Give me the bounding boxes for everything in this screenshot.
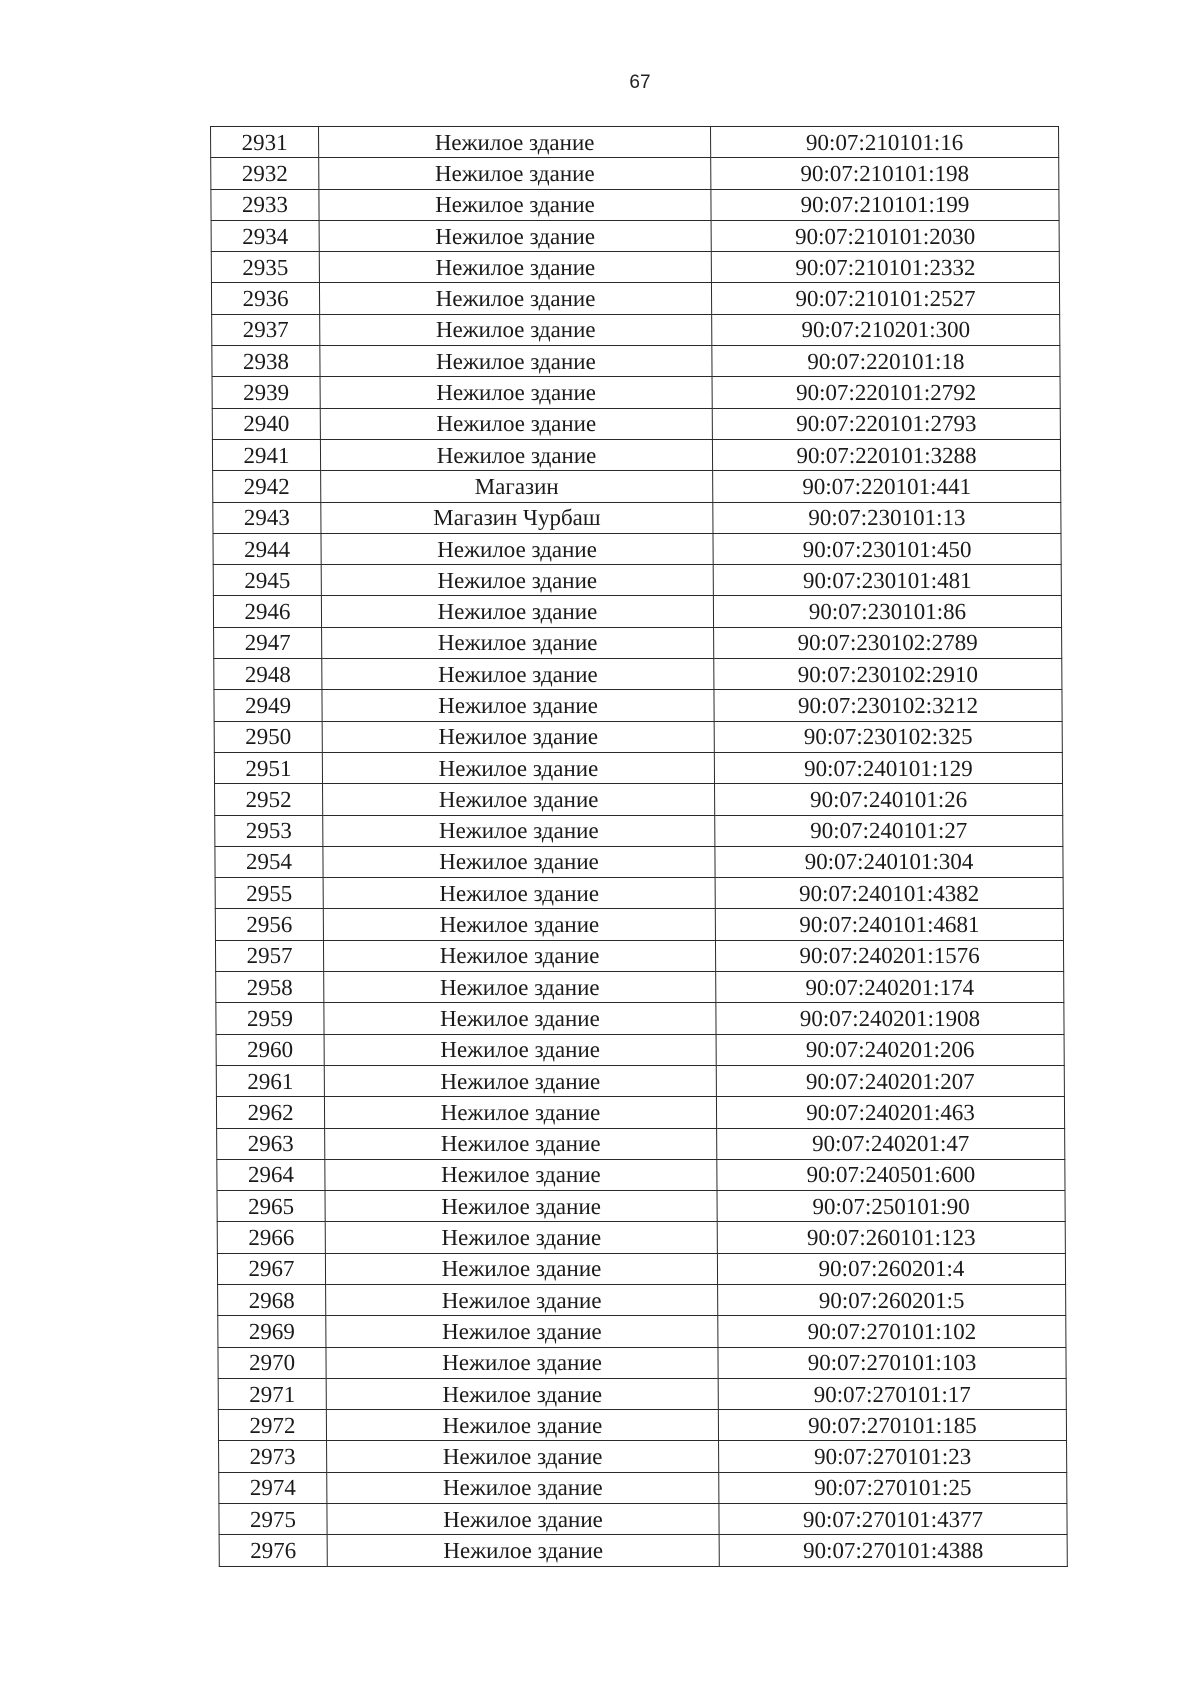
- cadastral-number: 90:07:240101:27: [715, 815, 1063, 846]
- row-number: 2939: [212, 377, 320, 408]
- table-row: [215, 909, 1063, 940]
- row-number: 2972: [218, 1410, 326, 1441]
- table-row: [214, 752, 1062, 783]
- row-number: 2931: [211, 127, 319, 158]
- object-name: Нежилое здание: [321, 565, 713, 596]
- table-row: [216, 972, 1064, 1003]
- object-name: Нежилое здание: [326, 1347, 718, 1378]
- object-name: Нежилое здание: [327, 1535, 719, 1566]
- row-number: 2936: [211, 283, 319, 314]
- cadastral-number: 90:07:210101:2527: [711, 283, 1059, 314]
- cadastral-number: 90:07:240201:1576: [715, 940, 1063, 971]
- row-number: 2965: [217, 1191, 325, 1222]
- row-number: 2969: [218, 1316, 326, 1347]
- row-number: 2941: [212, 439, 320, 470]
- cadastral-number: 90:07:240101:129: [714, 752, 1062, 783]
- cadastral-number: 90:07:240101:4382: [715, 878, 1063, 909]
- row-number: 2950: [214, 721, 322, 752]
- object-name: Нежилое здание: [323, 909, 715, 940]
- object-name: Нежилое здание: [319, 189, 711, 220]
- table-row: [214, 659, 1062, 690]
- row-number: 2951: [214, 752, 322, 783]
- table-row: [217, 1128, 1065, 1159]
- registry-table: [210, 126, 1068, 1567]
- cadastral-number: 90:07:220101:2793: [712, 408, 1060, 439]
- object-name: Магазин: [321, 471, 713, 502]
- object-name: Нежилое здание: [324, 1034, 716, 1065]
- table-row: [218, 1316, 1066, 1347]
- table-row: [216, 1065, 1064, 1096]
- cadastral-number: 90:07:210101:199: [711, 189, 1059, 220]
- cadastral-number: 90:07:220101:2792: [712, 377, 1060, 408]
- table-row: [215, 784, 1063, 815]
- row-number: 2968: [218, 1284, 326, 1315]
- row-number: 2946: [213, 596, 321, 627]
- row-number: 2975: [219, 1504, 327, 1535]
- row-number: 2933: [211, 189, 319, 220]
- table-row: [211, 220, 1059, 251]
- object-name: Нежилое здание: [323, 815, 715, 846]
- object-name: Нежилое здание: [322, 752, 714, 783]
- cadastral-number: 90:07:230101:450: [713, 533, 1061, 564]
- row-number: 2952: [215, 784, 323, 815]
- row-number: 2958: [216, 972, 324, 1003]
- table-row: [219, 1472, 1067, 1503]
- object-name: Нежилое здание: [325, 1253, 717, 1284]
- cadastral-number: 90:07:240201:207: [716, 1065, 1064, 1096]
- row-number: 2961: [216, 1065, 324, 1096]
- cadastral-number: 90:07:270101:102: [718, 1316, 1066, 1347]
- cadastral-number: 90:07:230101:13: [713, 502, 1061, 533]
- cadastral-number: 90:07:210201:300: [712, 314, 1060, 345]
- cadastral-number: 90:07:210101:2030: [711, 220, 1059, 251]
- cadastral-number: 90:07:270101:4377: [719, 1504, 1067, 1535]
- cadastral-number: 90:07:230101:481: [713, 565, 1061, 596]
- cadastral-number: 90:07:260101:123: [717, 1222, 1065, 1253]
- row-number: 2974: [219, 1472, 327, 1503]
- cadastral-number: 90:07:230102:2789: [714, 627, 1062, 658]
- object-name: Нежилое здание: [322, 627, 714, 658]
- table-row: [213, 502, 1061, 533]
- row-number: 2938: [212, 346, 320, 377]
- object-name: Нежилое здание: [325, 1222, 717, 1253]
- table-row: [212, 314, 1060, 345]
- cadastral-number: 90:07:240201:206: [716, 1034, 1064, 1065]
- cadastral-number: 90:07:270101:23: [719, 1441, 1067, 1472]
- object-name: Нежилое здание: [321, 596, 713, 627]
- table-row: [213, 471, 1061, 502]
- cadastral-number: 90:07:210101:198: [711, 158, 1059, 189]
- object-name: Нежилое здание: [320, 314, 712, 345]
- cadastral-number: 90:07:270101:185: [718, 1410, 1066, 1441]
- cadastral-number: 90:07:260201:4: [717, 1253, 1065, 1284]
- object-name: Нежилое здание: [326, 1316, 718, 1347]
- row-number: 2957: [215, 940, 323, 971]
- object-name: Нежилое здание: [319, 283, 711, 314]
- cadastral-number: 90:07:230102:3212: [714, 690, 1062, 721]
- object-name: Нежилое здание: [327, 1472, 719, 1503]
- row-number: 2971: [218, 1378, 326, 1409]
- table-row: [211, 283, 1059, 314]
- cadastral-number: 90:07:240101:4681: [715, 909, 1063, 940]
- cadastral-number: 90:07:240201:47: [717, 1128, 1065, 1159]
- cadastral-number: 90:07:220101:18: [712, 346, 1060, 377]
- cadastral-number: 90:07:220101:3288: [712, 439, 1060, 470]
- row-number: 2954: [215, 846, 323, 877]
- table-row: [213, 565, 1061, 596]
- row-number: 2976: [219, 1535, 327, 1566]
- cadastral-number: 90:07:220101:441: [713, 471, 1061, 502]
- cadastral-number: 90:07:240201:463: [716, 1097, 1064, 1128]
- row-number: 2966: [217, 1222, 325, 1253]
- table-row: [213, 533, 1061, 564]
- table-row: [216, 1003, 1064, 1034]
- object-name: Нежилое здание: [324, 972, 716, 1003]
- table-row: [214, 627, 1062, 658]
- object-name: Нежилое здание: [325, 1128, 717, 1159]
- table-row: [217, 1159, 1065, 1190]
- row-number: 2955: [215, 878, 323, 909]
- object-name: Нежилое здание: [326, 1284, 718, 1315]
- table-row: [213, 596, 1061, 627]
- row-number: 2944: [213, 533, 321, 564]
- table-row: [211, 252, 1059, 283]
- row-number: 2973: [219, 1441, 327, 1472]
- table-row: [211, 127, 1059, 158]
- row-number: 2940: [212, 408, 320, 439]
- table-row: [212, 346, 1060, 377]
- row-number: 2934: [211, 220, 319, 251]
- row-number: 2935: [211, 252, 319, 283]
- table-row: [215, 815, 1063, 846]
- table-row: [215, 878, 1063, 909]
- row-number: 2948: [214, 659, 322, 690]
- table-row: [212, 439, 1060, 470]
- row-number: 2932: [211, 158, 319, 189]
- cadastral-number: 90:07:240201:174: [716, 972, 1064, 1003]
- object-name: Нежилое здание: [327, 1441, 719, 1472]
- object-name: Нежилое здание: [319, 252, 711, 283]
- cadastral-number: 90:07:230102:2910: [714, 659, 1062, 690]
- object-name: Нежилое здание: [324, 1003, 716, 1034]
- row-number: 2942: [213, 471, 321, 502]
- row-number: 2970: [218, 1347, 326, 1378]
- row-number: 2943: [213, 502, 321, 533]
- cadastral-number: 90:07:270101:25: [719, 1472, 1067, 1503]
- table-row: [214, 721, 1062, 752]
- object-name: Нежилое здание: [327, 1504, 719, 1535]
- object-name: Нежилое здание: [320, 377, 712, 408]
- table-row: [211, 158, 1059, 189]
- table-row: [214, 690, 1062, 721]
- object-name: Нежилое здание: [320, 346, 712, 377]
- table-row: [211, 189, 1059, 220]
- object-name: Нежилое здание: [320, 439, 712, 470]
- cadastral-number: 90:07:270101:103: [718, 1347, 1066, 1378]
- object-name: Нежилое здание: [323, 940, 715, 971]
- object-name: Нежилое здание: [319, 158, 711, 189]
- object-name: Нежилое здание: [324, 1065, 716, 1096]
- table-row: [219, 1504, 1067, 1535]
- cadastral-number: 90:07:240501:600: [717, 1159, 1065, 1190]
- row-number: 2953: [215, 815, 323, 846]
- table-row: [218, 1347, 1066, 1378]
- object-name: Нежилое здание: [322, 690, 714, 721]
- row-number: 2962: [216, 1097, 324, 1128]
- row-number: 2963: [217, 1128, 325, 1159]
- cadastral-number: 90:07:210101:2332: [711, 252, 1059, 283]
- object-name: Магазин Чурбаш: [321, 502, 713, 533]
- table-row: [215, 846, 1063, 877]
- cadastral-number: 90:07:240101:26: [715, 784, 1063, 815]
- table-body: [211, 127, 1068, 1567]
- cadastral-number: 90:07:240101:304: [715, 846, 1063, 877]
- table-row: [218, 1284, 1066, 1315]
- object-name: Нежилое здание: [325, 1159, 717, 1190]
- object-name: Нежилое здание: [322, 659, 714, 690]
- cadastral-number: 90:07:250101:90: [717, 1191, 1065, 1222]
- row-number: 2945: [213, 565, 321, 596]
- cadastral-number: 90:07:260201:5: [718, 1284, 1066, 1315]
- row-number: 2947: [214, 627, 322, 658]
- object-name: Нежилое здание: [320, 408, 712, 439]
- table-row: [219, 1535, 1067, 1566]
- table-row: [218, 1378, 1066, 1409]
- row-number: 2964: [217, 1159, 325, 1190]
- table-row: [217, 1253, 1065, 1284]
- row-number: 2959: [216, 1003, 324, 1034]
- object-name: Нежилое здание: [324, 1097, 716, 1128]
- object-name: Нежилое здание: [326, 1378, 718, 1409]
- table-row: [219, 1441, 1067, 1472]
- object-name: Нежилое здание: [326, 1410, 718, 1441]
- object-name: Нежилое здание: [321, 533, 713, 564]
- row-number: 2956: [215, 909, 323, 940]
- object-name: Нежилое здание: [323, 846, 715, 877]
- object-name: Нежилое здание: [319, 127, 711, 158]
- table-row: [216, 1034, 1064, 1065]
- table-row: [217, 1191, 1065, 1222]
- cadastral-number: 90:07:230101:86: [713, 596, 1061, 627]
- object-name: Нежилое здание: [319, 220, 711, 251]
- cadastral-number: 90:07:270101:17: [718, 1378, 1066, 1409]
- object-name: Нежилое здание: [322, 721, 714, 752]
- cadastral-number: 90:07:230102:325: [714, 721, 1062, 752]
- table-row: [217, 1222, 1065, 1253]
- cadastral-number: 90:07:240201:1908: [716, 1003, 1064, 1034]
- cadastral-number: 90:07:270101:4388: [719, 1535, 1067, 1566]
- table-row: [218, 1410, 1066, 1441]
- cadastral-number: 90:07:210101:16: [711, 127, 1059, 158]
- row-number: 2949: [214, 690, 322, 721]
- table-row: [216, 1097, 1064, 1128]
- object-name: Нежилое здание: [325, 1191, 717, 1222]
- page-number: 67: [629, 72, 651, 93]
- object-name: Нежилое здание: [323, 878, 715, 909]
- table-row: [215, 940, 1063, 971]
- table-row: [212, 377, 1060, 408]
- object-name: Нежилое здание: [323, 784, 715, 815]
- row-number: 2967: [217, 1253, 325, 1284]
- row-number: 2960: [216, 1034, 324, 1065]
- row-number: 2937: [212, 314, 320, 345]
- table-row: [212, 408, 1060, 439]
